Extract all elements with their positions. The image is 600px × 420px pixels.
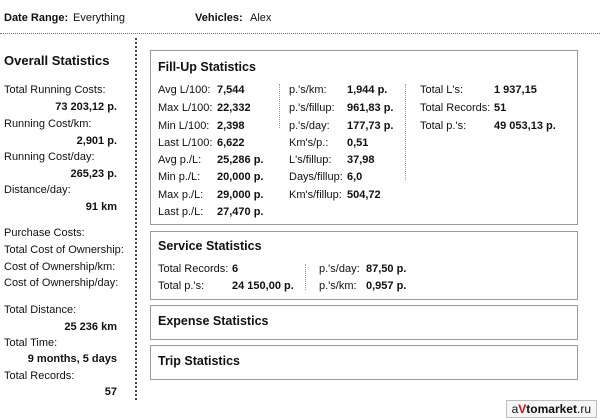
running-cost-km-value: 2,901 р. <box>76 135 117 147</box>
trip-panel[interactable] <box>150 345 578 380</box>
fillup-value: 49 053,13 р. <box>494 120 556 132</box>
fillup-value: 22,332 <box>217 102 251 114</box>
service-panel <box>150 231 578 300</box>
fillup-value: 7,544 <box>217 84 245 96</box>
fillup-row: Min L/100: <box>158 120 210 132</box>
trip-title: Trip Statistics <box>158 354 240 368</box>
expense-title: Expense Statistics <box>158 314 269 328</box>
cost-ownership-km-label: Cost of Ownership/km: <box>4 261 116 273</box>
sidebar-divider <box>135 38 137 400</box>
fillup-value: 37,98 <box>347 154 375 166</box>
header-divider <box>0 33 600 34</box>
fillup-row: Days/fillup: <box>289 171 343 183</box>
service-value: 6 <box>232 263 239 275</box>
fillup-row: р.'s/day: <box>289 120 330 132</box>
total-records-value: 57 <box>104 386 117 398</box>
total-records-label: Total Records: <box>4 370 75 382</box>
total-distance-label: Total Distance: <box>4 304 77 316</box>
fillup-value: 0,51 <box>347 137 369 149</box>
fillup-row: L's/fillup: <box>289 154 332 166</box>
expense-panel[interactable] <box>150 305 578 340</box>
fillup-row: Last р./L: <box>158 206 204 218</box>
fillup-value: 177,73 р. <box>347 120 394 132</box>
fillup-row: Last L/100: <box>158 137 213 149</box>
fillup-value: 1 937,15 <box>494 84 537 96</box>
fillup-value: 27,470 р. <box>217 206 264 218</box>
service-value: 0,957 р. <box>366 280 407 292</box>
fillup-value: 2,398 <box>217 120 245 132</box>
fillup-panel <box>150 50 578 225</box>
fillup-value: 25,286 р. <box>217 154 264 166</box>
fillup-row: Km's/fillup: <box>289 189 342 201</box>
purchase-costs-label: Purchase Costs: <box>4 227 85 239</box>
total-running-costs-value: 73 203,12 р. <box>55 101 117 113</box>
sidebar-title: Overall Statistics <box>4 53 110 68</box>
total-time-value: 9 months, 5 days <box>27 353 117 365</box>
running-cost-km-label: Running Cost/km: <box>4 118 92 130</box>
fillup-value: 1,944 р. <box>347 84 388 96</box>
fillup-row: Avg р./L: <box>158 154 202 166</box>
fillup-row: Min р./L: <box>158 171 201 183</box>
fillup-row: р.'s/fillup: <box>289 102 335 114</box>
fillup-value: 6,622 <box>217 137 245 149</box>
fillup-row: р.'s/km: <box>289 84 327 96</box>
fillup-row: Avg L/100: <box>158 84 211 96</box>
vehicles-label: Vehicles: <box>195 12 243 24</box>
watermark-logo: aVtomarket.ru <box>506 400 597 418</box>
total-distance-value: 25 236 km <box>64 321 117 333</box>
cost-ownership-day-label: Cost of Ownership/day: <box>4 277 119 289</box>
date-range-value[interactable]: Everything <box>73 12 125 24</box>
fillup-value: 504,72 <box>347 189 381 201</box>
vehicles-value[interactable]: Alex <box>250 12 272 24</box>
date-range-label: Date Range: <box>4 12 69 24</box>
fillup-divider-1 <box>279 84 280 128</box>
fillup-row: Max L/100: <box>158 102 213 114</box>
service-row: Total р.'s: <box>158 280 205 292</box>
service-row: р.'s/day: <box>319 263 360 275</box>
distance-day-label: Distance/day: <box>4 184 71 196</box>
fillup-value: 29,000 р. <box>217 189 264 201</box>
service-value: 87,50 р. <box>366 263 407 275</box>
running-cost-day-label: Running Cost/day: <box>4 151 95 163</box>
running-cost-day-value: 265,23 р. <box>70 168 117 180</box>
fillup-value: 51 <box>494 102 507 114</box>
distance-day-value: 91 km <box>85 201 117 213</box>
service-row: р.'s/km: <box>319 280 357 292</box>
tco-label: Total Cost of Ownership: <box>4 244 124 256</box>
total-time-label: Total Time: <box>4 337 58 349</box>
fillup-value: 961,83 р. <box>347 102 394 114</box>
fillup-row: Km's/р.: <box>289 137 329 149</box>
fillup-row: Max р./L: <box>158 189 204 201</box>
fillup-divider-2 <box>405 84 406 180</box>
fillup-row: Total р.'s: <box>420 120 467 132</box>
service-title: Service Statistics <box>158 239 262 253</box>
fillup-value: 6,0 <box>347 171 363 183</box>
service-row: Total Records: <box>158 263 229 275</box>
fillup-title: Fill-Up Statistics <box>158 60 256 74</box>
total-running-costs-label: Total Running Costs: <box>4 84 106 96</box>
fillup-value: 20,000 р. <box>217 171 264 183</box>
fillup-row: Total Records: <box>420 102 491 114</box>
service-value: 24 150,00 р. <box>232 280 294 292</box>
fillup-row: Total L's: <box>420 84 464 96</box>
service-divider <box>305 264 306 290</box>
